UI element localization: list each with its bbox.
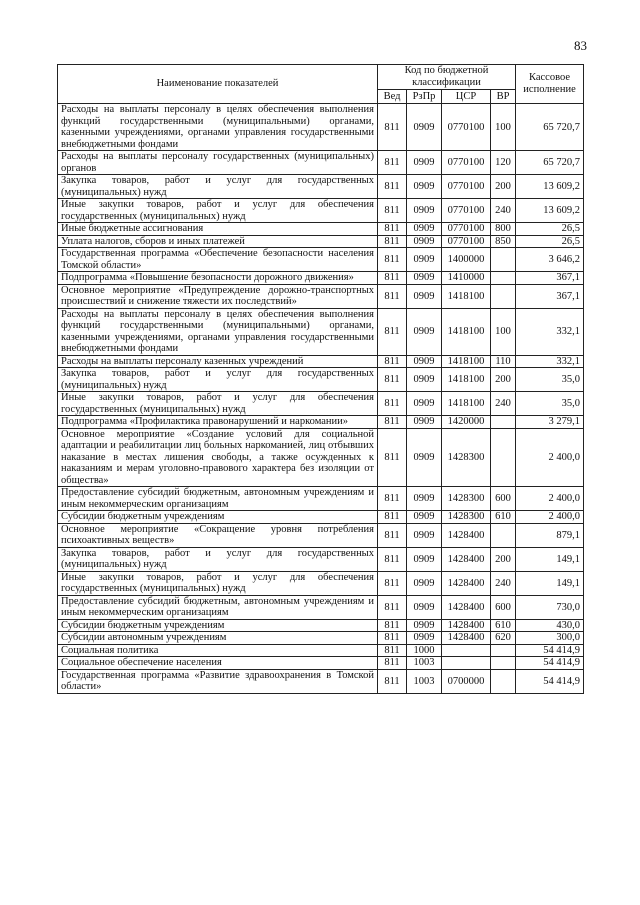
row-amount: 13 609,2 [516,175,584,199]
row-vr: 600 [491,595,516,619]
row-csr: 1418100 [442,284,491,308]
table-row [58,669,584,693]
row-ved: 811 [378,523,407,547]
row-name: Подпрограмма «Повышение безопасности дорожного движения» [58,272,378,285]
row-csr: 1428400 [442,632,491,645]
row-ved: 811 [378,595,407,619]
table-row [58,392,584,416]
row-amount: 300,0 [516,632,584,645]
table-row [58,151,584,175]
row-name: Субсидии бюджетным учреждениям [58,511,378,524]
row-name: Иные закупки товаров, работ и услуг для обеспечения государственных (муниципальных) нужд [58,392,378,416]
row-ved: 811 [378,632,407,645]
table-row [58,657,584,670]
row-vr: 100 [491,308,516,355]
row-name: Субсидии бюджетным учреждениям [58,619,378,632]
row-ved: 811 [378,416,407,429]
row-csr: 0700000 [442,669,491,693]
row-ved: 811 [378,511,407,524]
row-name: Расходы на выплаты персоналу в целях обеспечения выполнения функций государственными (муниципальными) органами, казенными учреждениями, органами управления государственными внебюджетными фондами [58,308,378,355]
header-vr: ВР [491,90,516,104]
row-vr [491,272,516,285]
row-vr: 610 [491,619,516,632]
table-row [58,523,584,547]
row-name: Основное мероприятие «Предупреждение дорожно-транспортных происшествий и снижение тяжести их последствий» [58,284,378,308]
row-amount: 35,0 [516,368,584,392]
row-vr: 600 [491,487,516,511]
table-row [58,308,584,355]
row-name: Расходы на выплаты персоналу государственных (муниципальных) органов [58,151,378,175]
table-row [58,547,584,571]
row-amount: 2 400,0 [516,428,584,487]
row-ved: 811 [378,657,407,670]
row-vr [491,644,516,657]
row-vr [491,428,516,487]
row-csr: 0770100 [442,223,491,236]
row-ved: 811 [378,235,407,248]
table-row [58,632,584,645]
row-csr: 0770100 [442,151,491,175]
row-rzpr: 0909 [407,175,442,199]
table-row [58,199,584,223]
row-ved: 811 [378,368,407,392]
row-rzpr: 0909 [407,487,442,511]
row-vr: 240 [491,571,516,595]
row-vr: 850 [491,235,516,248]
row-name: Социальное обеспечение населения [58,657,378,670]
row-rzpr: 0909 [407,355,442,368]
row-vr [491,284,516,308]
row-csr: 1410000 [442,272,491,285]
row-vr: 240 [491,199,516,223]
row-amount: 149,1 [516,571,584,595]
row-vr: 200 [491,175,516,199]
row-csr: 1428400 [442,571,491,595]
row-vr [491,416,516,429]
row-amount: 2 400,0 [516,487,584,511]
row-csr: 0770100 [442,104,491,151]
row-amount: 3 646,2 [516,248,584,272]
row-rzpr: 1000 [407,644,442,657]
row-rzpr: 0909 [407,308,442,355]
row-rzpr: 0909 [407,619,442,632]
row-csr: 1428300 [442,487,491,511]
row-rzpr: 0909 [407,511,442,524]
row-vr: 610 [491,511,516,524]
header-amount: Кассовое исполнение [516,65,584,104]
row-ved: 811 [378,571,407,595]
row-amount: 149,1 [516,547,584,571]
row-name: Закупка товаров, работ и услуг для государственных (муниципальных) нужд [58,547,378,571]
row-rzpr: 0909 [407,199,442,223]
row-csr: 1428400 [442,619,491,632]
row-csr [442,644,491,657]
header-code-group: Код по бюджетной классификации [378,65,516,90]
row-amount: 430,0 [516,619,584,632]
row-ved: 811 [378,151,407,175]
row-amount: 367,1 [516,272,584,285]
row-amount: 26,5 [516,223,584,236]
row-rzpr: 0909 [407,523,442,547]
row-ved: 811 [378,223,407,236]
row-name: Расходы на выплаты персоналу казенных учреждений [58,355,378,368]
row-amount: 879,1 [516,523,584,547]
table-row [58,284,584,308]
row-vr: 120 [491,151,516,175]
row-vr: 200 [491,368,516,392]
row-name: Уплата налогов, сборов и иных платежей [58,235,378,248]
row-amount: 3 279,1 [516,416,584,429]
table-row [58,235,584,248]
row-rzpr: 0909 [407,248,442,272]
row-amount: 2 400,0 [516,511,584,524]
row-csr: 1428400 [442,595,491,619]
table-row [58,223,584,236]
row-amount: 54 414,9 [516,669,584,693]
row-ved: 811 [378,644,407,657]
row-ved: 811 [378,355,407,368]
row-csr: 0770100 [442,199,491,223]
row-ved: 811 [378,392,407,416]
row-ved: 811 [378,669,407,693]
row-ved: 811 [378,308,407,355]
row-name: Государственная программа «Обеспечение безопасности населения Томской области» [58,248,378,272]
table-row [58,511,584,524]
row-csr: 0770100 [442,235,491,248]
table-row [58,595,584,619]
row-rzpr: 0909 [407,416,442,429]
row-csr: 1428300 [442,428,491,487]
header-csr: ЦСР [442,90,491,104]
row-rzpr: 0909 [407,235,442,248]
row-amount: 332,1 [516,355,584,368]
row-name: Подпрограмма «Профилактика правонарушений и наркомании» [58,416,378,429]
row-vr [491,669,516,693]
row-name: Закупка товаров, работ и услуг для государственных (муниципальных) нужд [58,368,378,392]
row-amount: 35,0 [516,392,584,416]
row-ved: 811 [378,175,407,199]
row-csr [442,657,491,670]
row-name: Предоставление субсидий бюджетным, автономным учреждениям и иным некоммерческим организациям [58,595,378,619]
table-row [58,619,584,632]
table-row [58,104,584,151]
row-amount: 13 609,2 [516,199,584,223]
row-rzpr: 0909 [407,632,442,645]
row-rzpr: 0909 [407,104,442,151]
row-vr [491,523,516,547]
row-ved: 811 [378,248,407,272]
header-rzpr: РзПр [407,90,442,104]
table-row [58,368,584,392]
row-ved: 811 [378,547,407,571]
row-csr: 1418100 [442,368,491,392]
row-rzpr: 0909 [407,151,442,175]
row-amount: 54 414,9 [516,657,584,670]
row-rzpr: 0909 [407,392,442,416]
row-name: Закупка товаров, работ и услуг для государственных (муниципальных) нужд [58,175,378,199]
row-rzpr: 1003 [407,669,442,693]
row-csr: 1418100 [442,392,491,416]
table-row [58,428,584,487]
row-name: Государственная программа «Развитие здравоохранения в Томской области» [58,669,378,693]
row-name: Иные бюджетные ассигнования [58,223,378,236]
row-amount: 65 720,7 [516,151,584,175]
row-name: Основное мероприятие «Создание условий для социальной адаптации и реабилитации лиц больных наркоманией, лиц отбывших наказание в местах лишения свободы, а также осужденных к наказаниям и мерам уголовно-правового характера без изоляции от общества» [58,428,378,487]
header-name: Наименование показателей [58,65,378,104]
row-csr: 1420000 [442,416,491,429]
row-ved: 811 [378,428,407,487]
row-name: Иные закупки товаров, работ и услуг для обеспечения государственных (муниципальных) нужд [58,571,378,595]
table-row [58,571,584,595]
row-vr: 100 [491,104,516,151]
table-row [58,355,584,368]
row-amount: 26,5 [516,235,584,248]
row-rzpr: 0909 [407,547,442,571]
row-csr: 1418100 [442,308,491,355]
row-ved: 811 [378,619,407,632]
row-vr: 240 [491,392,516,416]
row-amount: 54 414,9 [516,644,584,657]
table-row [58,487,584,511]
row-name: Расходы на выплаты персоналу в целях обеспечения выполнения функций государственными (муниципальными) органами, казенными учреждениями, органами управления государственными внебюджетными фондами [58,104,378,151]
row-amount: 65 720,7 [516,104,584,151]
row-amount: 730,0 [516,595,584,619]
row-ved: 811 [378,104,407,151]
row-name: Предоставление субсидий бюджетным, автономным учреждениям и иным некоммерческим организациям [58,487,378,511]
row-rzpr: 0909 [407,223,442,236]
page-number: 83 [574,38,587,53]
table-body [58,104,584,694]
row-csr: 1400000 [442,248,491,272]
row-vr [491,248,516,272]
table-row [58,248,584,272]
row-vr: 110 [491,355,516,368]
row-csr: 0770100 [442,175,491,199]
row-name: Основное мероприятие «Сокращение уровня потребления психоактивных веществ» [58,523,378,547]
row-csr: 1428300 [442,511,491,524]
row-ved: 811 [378,487,407,511]
row-name: Субсидии автономным учреждениям [58,632,378,645]
row-name: Иные закупки товаров, работ и услуг для обеспечения государственных (муниципальных) нужд [58,199,378,223]
row-rzpr: 0909 [407,368,442,392]
row-rzpr: 0909 [407,595,442,619]
row-ved: 811 [378,199,407,223]
row-rzpr: 1003 [407,657,442,670]
header-ved: Вед [378,90,407,104]
row-rzpr: 0909 [407,571,442,595]
row-amount: 367,1 [516,284,584,308]
row-csr: 1428400 [442,523,491,547]
row-rzpr: 0909 [407,428,442,487]
row-vr: 200 [491,547,516,571]
row-vr: 800 [491,223,516,236]
row-ved: 811 [378,272,407,285]
table-row [58,175,584,199]
row-rzpr: 0909 [407,284,442,308]
budget-table [57,64,584,694]
table-row [58,416,584,429]
row-name: Социальная политика [58,644,378,657]
row-csr: 1418100 [442,355,491,368]
row-csr: 1428400 [442,547,491,571]
table-row [58,644,584,657]
row-ved: 811 [378,284,407,308]
table-row [58,272,584,285]
row-vr: 620 [491,632,516,645]
row-rzpr: 0909 [407,272,442,285]
row-amount: 332,1 [516,308,584,355]
row-vr [491,657,516,670]
